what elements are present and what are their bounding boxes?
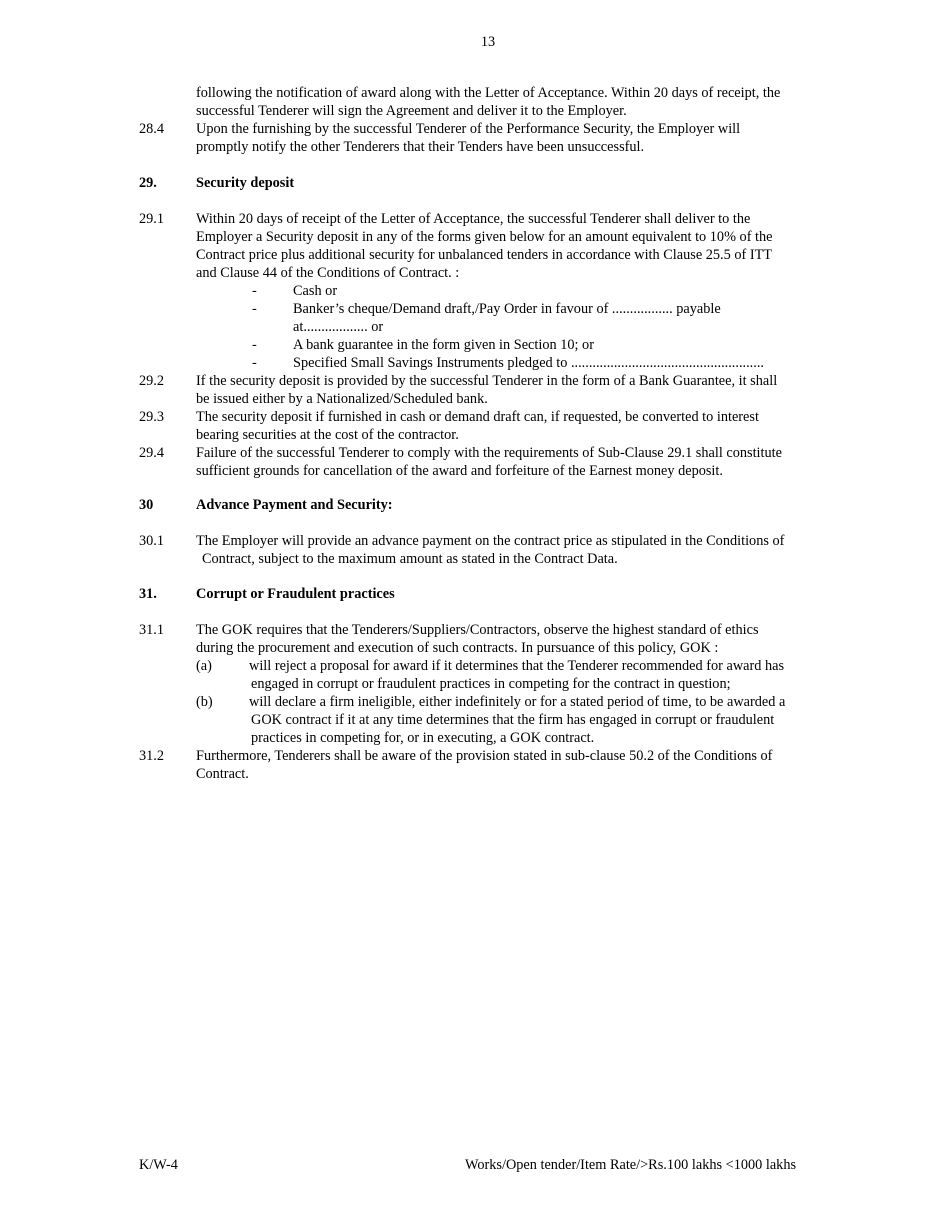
clause-number: 29.2: [139, 373, 165, 389]
section-title: Security deposit: [196, 175, 295, 191]
section-title: Corrupt or Fraudulent practices: [196, 586, 395, 602]
bullet-item: [293, 300, 853, 336]
text-line: Failure of the successful Tenderer to comply with the requirements of Sub-Clause 29.1 shall constitute: [196, 445, 782, 461]
text-line: will reject a proposal for award if it determines that the Tenderer recommended for award has: [249, 658, 785, 674]
text-line: practices in competing for, or in executing, a GOK contract.: [251, 730, 595, 746]
clause-28-4-text: [196, 120, 844, 156]
text-line: following the notification of award along with the Letter of Acceptance. Within 20 days of receipt, the: [196, 85, 781, 101]
text-line: during the procurement and execution of such contracts. In pursuance of this policy, GOK :: [196, 640, 719, 656]
text-line: promptly notify the other Tenderers that their Tenders have been unsuccessful.: [196, 139, 645, 155]
sub-clause-label: (a): [196, 658, 212, 674]
section-title: Advance Payment and Security:: [196, 497, 393, 513]
text-line: and Clause 44 of the Conditions of Contract. :: [196, 265, 460, 281]
footer-description: Works/Open tender/Item Rate/>Rs.100 lakhs <1000 lakhs: [465, 1157, 797, 1173]
sub-clause-label: (b): [196, 694, 213, 710]
text-line: Banker’s cheque/Demand draft,/Pay Order in favour of ................. payable: [293, 301, 721, 317]
text-line: Contract, subject to the maximum amount as stated in the Contract Data.: [202, 551, 618, 567]
bullet-dash: -: [252, 283, 257, 299]
bullet-item: Specified Small Savings Instruments pledged to ......................................................: [293, 355, 764, 371]
section-number: 29.: [139, 175, 157, 191]
clause-29-3-text: [196, 408, 844, 444]
clause-29-2-text: [196, 372, 844, 408]
text-line: will declare a firm ineligible, either indefinitely or for a stated period of time, to be awarded a: [249, 694, 786, 710]
page-number: 13: [480, 34, 496, 50]
section-number: 31.: [139, 586, 157, 602]
text-line: The GOK requires that the Tenderers/Suppliers/Contractors, observe the highest standard of ethics: [196, 622, 759, 638]
clause-31-2-text: [196, 747, 844, 783]
text-line: Upon the furnishing by the successful Tenderer of the Performance Security, the Employer will: [196, 121, 741, 137]
text-line: The Employer will provide an advance payment on the contract price as stipulated in the Conditions of: [196, 533, 785, 549]
clause-31-1-text: [196, 621, 844, 657]
text-line: Furthermore, Tenderers shall be aware of the provision stated in sub-clause 50.2 of the Conditions of: [196, 748, 773, 764]
clause-number: 29.3: [139, 409, 165, 425]
continuation-text: [196, 84, 844, 120]
text-line: Contract price plus additional security for unbalanced tenders in accordance with Clause 25.5 of ITT: [196, 247, 773, 263]
bullet-dash: -: [252, 355, 257, 371]
sub-clause-b-text: [249, 693, 849, 747]
text-line: be issued either by a Nationalized/Scheduled bank.: [196, 391, 488, 407]
text-line: at.................. or: [293, 319, 384, 335]
text-line: Employer a Security deposit in any of the forms given below for an amount equivalent to 10% of the: [196, 229, 773, 245]
clause-number: 31.1: [139, 622, 165, 638]
text-line: If the security deposit is provided by the successful Tenderer in the form of a Bank Guarantee, it shall: [196, 373, 778, 389]
clause-29-4-text: [196, 444, 844, 480]
clause-30-1-text: [196, 532, 844, 568]
clause-number: 30.1: [139, 533, 165, 549]
bullet-item: A bank guarantee in the form given in Section 10; or: [293, 337, 594, 353]
footer-document-code: K/W-4: [139, 1157, 178, 1173]
text-line: bearing securities at the cost of the contractor.: [196, 427, 459, 443]
text-line: sufficient grounds for cancellation of the award and forfeiture of the Earnest money deposit.: [196, 463, 723, 479]
text-line: Within 20 days of receipt of the Letter of Acceptance, the successful Tenderer shall deliver to the: [196, 211, 751, 227]
text-line: engaged in corrupt or fraudulent practices in competing for the contract in question;: [251, 676, 731, 692]
bullet-item: Cash or: [293, 283, 338, 299]
text-line: Contract.: [196, 766, 249, 782]
bullet-dash: -: [252, 301, 257, 317]
sub-clause-a-text: [249, 657, 849, 693]
text-line: The security deposit if furnished in cash or demand draft can, if requested, be converted to interest: [196, 409, 759, 425]
clause-number: 29.1: [139, 211, 165, 227]
section-number: 30: [139, 497, 154, 513]
text-line: successful Tenderer will sign the Agreement and deliver it to the Employer.: [196, 103, 627, 119]
clause-number: 29.4: [139, 445, 165, 461]
clause-number: 28.4: [139, 121, 165, 137]
text-line: GOK contract if it at any time determines that the firm has engaged in corrupt or fraudulent: [251, 712, 775, 728]
bullet-dash: -: [252, 337, 257, 353]
clause-29-1-text: [196, 210, 844, 282]
clause-number: 31.2: [139, 748, 165, 764]
